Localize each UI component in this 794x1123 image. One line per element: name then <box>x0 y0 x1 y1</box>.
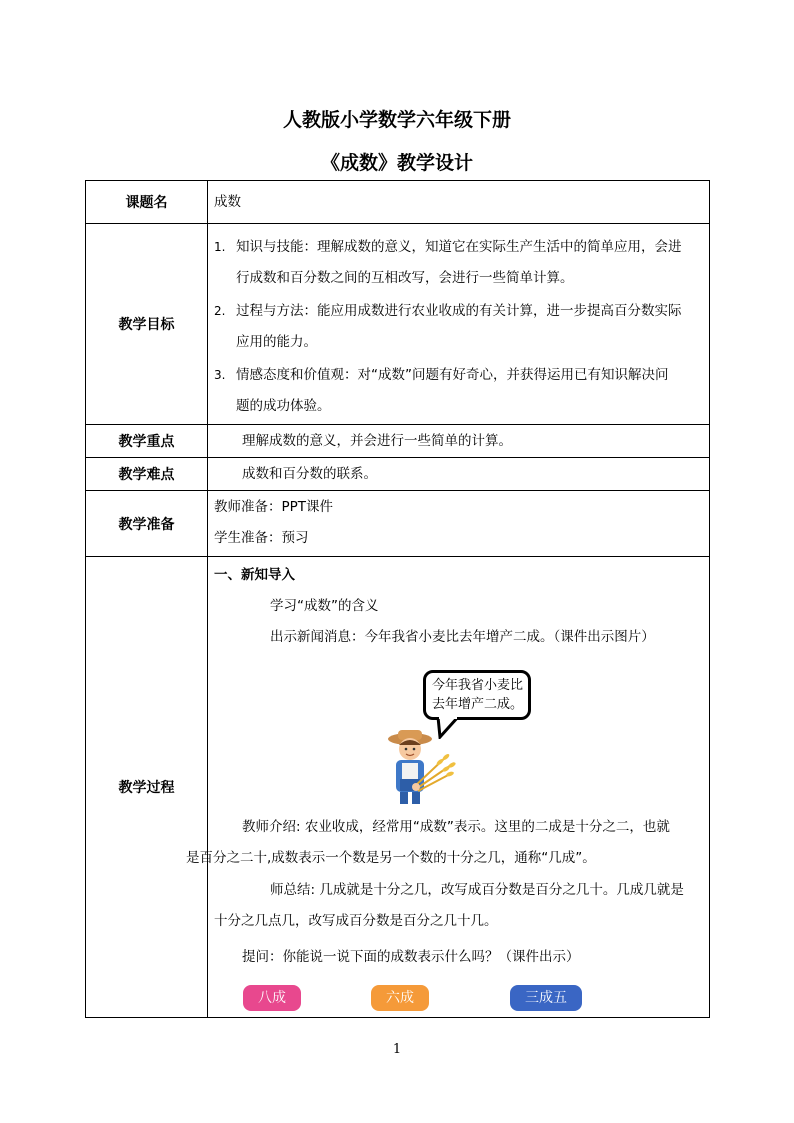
key-points-value: 理解成数的意义，并会进行一些简单的计算。 <box>242 433 512 449</box>
farmer-icon <box>378 727 458 807</box>
process-content <box>186 557 709 1017</box>
key-points-label: 教学重点 <box>86 425 208 458</box>
section-title: 一、新知导入 <box>214 567 295 583</box>
objective-num: 2. <box>214 304 226 318</box>
page-number: 1 <box>392 1042 402 1057</box>
summary-line2: 十分之几点几，改写成百分数是百分之几十几。 <box>214 913 498 929</box>
lesson-plan-table <box>85 180 710 1018</box>
bubble-line1: 今年我省小麦比 <box>432 678 524 693</box>
difficulties-value: 成数和百分数的联系。 <box>242 466 377 482</box>
intro-line2: 是百分之二十,成数表示一个数是另一个数的十分之几，通称“几成”。 <box>186 850 596 866</box>
objective-item <box>208 296 709 358</box>
question-line: 提问：你能说一说下面的成数表示什么吗？（课件出示） <box>242 949 580 965</box>
tag-sanchengwu: 三成五 <box>510 985 582 1011</box>
objective-text-cont: 应用的能力。 <box>236 334 317 350</box>
tag-bacheng: 八成 <box>243 985 301 1011</box>
topic-label: 课题名 <box>86 181 208 224</box>
objective-num: 1. <box>214 240 226 254</box>
news-line: 出示新闻消息：今年我省小麦比去年增产二成。（课件出示图片） <box>270 629 655 645</box>
objectives-list <box>208 224 709 422</box>
objective-text-cont: 题的成功体验。 <box>236 398 331 414</box>
objectives-label: 教学目标 <box>86 224 208 425</box>
speech-bubble <box>423 670 531 720</box>
teacher-prep: 教师准备：PPT课件 <box>214 499 334 515</box>
objective-text: 过程与方法：能应用成数进行农业收成的有关计算，进一步提高百分数实际 <box>236 303 682 319</box>
doc-title-line2: 《成数》教学设计 <box>320 152 473 174</box>
meaning-line: 学习“成数”的含义 <box>270 598 379 614</box>
intro-line1: 教师介绍: 农业收成，经常用“成数”表示。这里的二成是十分之二，也就 <box>242 819 670 835</box>
bubble-line2: 去年增产二成。 <box>432 697 524 712</box>
intro-paragraph <box>186 812 704 874</box>
student-prep: 学生准备：预习 <box>214 530 309 546</box>
tag-liucheng: 六成 <box>371 985 429 1011</box>
objective-num: 3. <box>214 368 226 382</box>
preparation-label: 教学准备 <box>86 491 208 557</box>
summary-paragraph <box>214 875 704 937</box>
objective-text: 情感态度和价值观：对“成数”问题有好奇心，并获得运用已有知识解决问 <box>236 367 669 383</box>
summary-line1: 师总结: 几成就是十分之几，改写成百分数是百分之几十。几成几就是 <box>270 882 684 898</box>
objective-item <box>208 232 709 294</box>
difficulties-label: 教学难点 <box>86 458 208 491</box>
objective-text-cont: 行成数和百分数之间的互相改写，会进行一些简单计算。 <box>236 270 574 286</box>
objective-text: 知识与技能：理解成数的意义，知道它在实际生产生活中的简单应用，会进 <box>236 239 682 255</box>
doc-title-line1: 人教版小学数学六年级下册 <box>282 109 511 131</box>
objective-item <box>208 360 709 422</box>
process-label: 教学过程 <box>86 557 208 1018</box>
topic-value: 成数 <box>214 194 241 210</box>
